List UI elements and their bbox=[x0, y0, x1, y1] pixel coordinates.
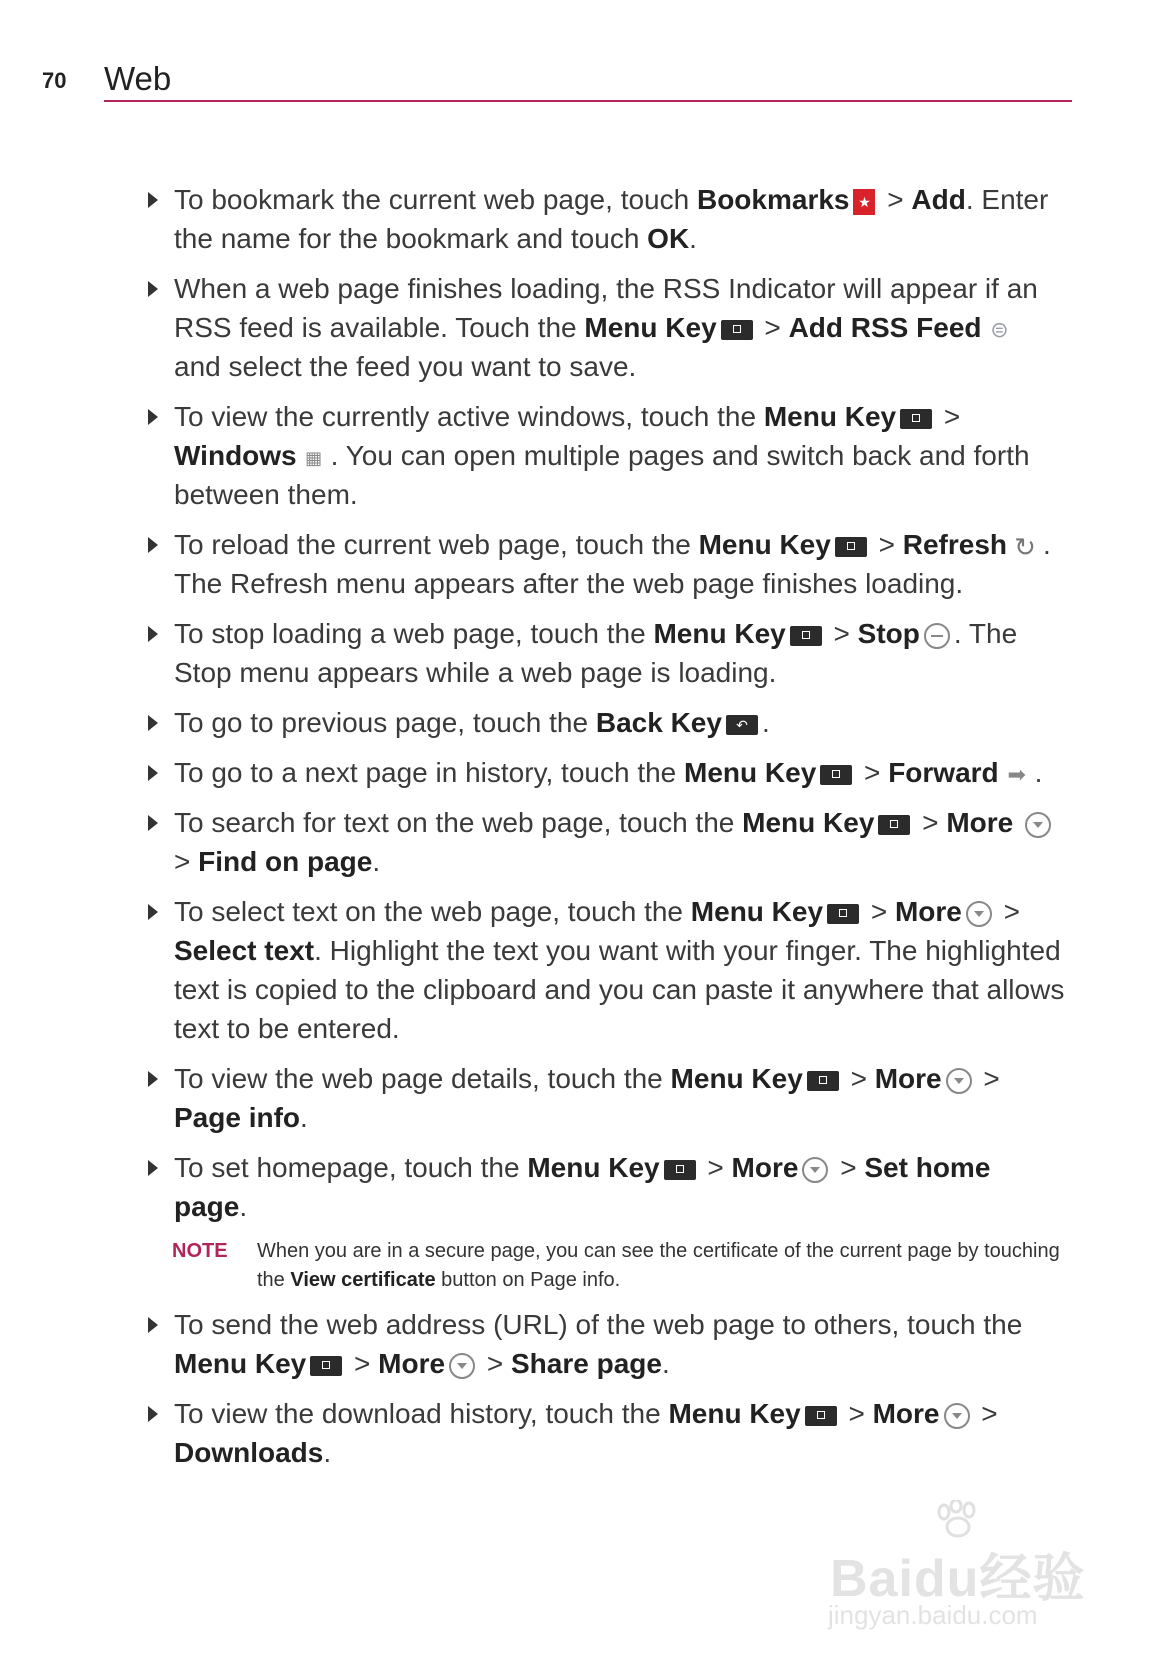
watermark-url: jingyan.baidu.com bbox=[828, 1600, 1038, 1630]
more-icon bbox=[944, 1403, 970, 1429]
bold-term: Find on page bbox=[198, 846, 373, 877]
text: > bbox=[914, 807, 947, 838]
text: To select text on the web page, touch the bbox=[174, 896, 691, 927]
menu-key-icon bbox=[664, 1160, 696, 1180]
text: . bbox=[661, 1348, 670, 1379]
bullet-arrow-icon bbox=[148, 1160, 158, 1176]
menu-key-icon bbox=[835, 537, 867, 557]
bookmark-icon: ★ bbox=[853, 189, 875, 215]
menu-key-icon bbox=[878, 815, 910, 835]
text: . bbox=[323, 1437, 332, 1468]
text: > bbox=[174, 846, 199, 877]
text: To view the download history, touch the bbox=[174, 1398, 669, 1429]
bullet-arrow-icon bbox=[148, 409, 158, 425]
bold-term: More bbox=[894, 896, 962, 927]
forward-arrow-icon: ➡ bbox=[1007, 761, 1026, 787]
more-icon bbox=[1025, 812, 1051, 838]
text: and select the feed you want to save. bbox=[174, 351, 637, 382]
bullet-refresh bbox=[148, 525, 1068, 603]
refresh-icon: ↻ bbox=[1014, 531, 1036, 562]
bullet-arrow-icon bbox=[148, 1406, 158, 1422]
bold-term: Windows bbox=[174, 440, 297, 471]
text: To go to a next page in history, touch the bbox=[174, 757, 685, 788]
text: When a web page finishes loading, the RSS Indicator will appear if an RSS feed is available. Touch the bbox=[174, 273, 1038, 343]
more-icon bbox=[946, 1068, 972, 1094]
bullet-arrow-icon bbox=[148, 765, 158, 781]
bold-term: More bbox=[874, 1063, 942, 1094]
text: To send the web address (URL) of the web page to others, touch the bbox=[174, 1309, 1023, 1340]
more-icon bbox=[802, 1157, 828, 1183]
text: . The Stop menu appears while a web page is loading. bbox=[174, 618, 1018, 688]
bold-term: Menu Key bbox=[527, 1152, 660, 1183]
bullet-share-page bbox=[148, 1305, 1068, 1383]
bold-term: Page info bbox=[174, 1102, 301, 1133]
text: . Highlight the text you want with your finger. The highlighted text is copied to the clipboard and you can paste it anywhere that allows text to be entered. bbox=[174, 935, 1065, 1044]
baidu-watermark bbox=[820, 1500, 1120, 1630]
bold-term: More bbox=[872, 1398, 940, 1429]
menu-key-icon bbox=[820, 765, 852, 785]
menu-key-icon bbox=[721, 320, 753, 340]
text: . You can open multiple pages and switch back and forth between them. bbox=[174, 440, 1030, 510]
page-number: 70 bbox=[42, 68, 67, 93]
bold-term: Menu Key bbox=[690, 896, 824, 927]
text: > bbox=[995, 896, 1021, 927]
bold-term: Menu Key bbox=[742, 807, 875, 838]
rss-feed-icon: ⊜ bbox=[990, 316, 1009, 342]
watermark-logo-text: Baidu经验 bbox=[830, 1550, 1086, 1608]
text: To set homepage, touch the bbox=[174, 1152, 528, 1183]
text: . The Refresh menu appears after the web page finishes loading. bbox=[174, 529, 1051, 599]
text: To reload the current web page, touch the bbox=[174, 529, 699, 560]
text: . bbox=[761, 707, 770, 738]
text: > bbox=[756, 312, 789, 343]
bold-term: Bookmarks bbox=[696, 184, 850, 215]
bold-term: Share page bbox=[511, 1348, 662, 1379]
note-label: NOTE bbox=[172, 1240, 228, 1262]
menu-key-icon bbox=[310, 1356, 342, 1376]
text: > bbox=[936, 401, 961, 432]
bold-term: Menu Key bbox=[584, 312, 717, 343]
bullet-bookmark bbox=[148, 180, 1068, 258]
text: > bbox=[825, 618, 858, 649]
text: > bbox=[870, 529, 903, 560]
bullet-stop bbox=[148, 614, 1068, 692]
text: > bbox=[863, 896, 895, 927]
header-rule bbox=[104, 100, 1072, 102]
page-header bbox=[42, 58, 1072, 102]
text: > bbox=[975, 1063, 1000, 1094]
line-break bbox=[1013, 807, 1021, 838]
bullet-find-on-page bbox=[148, 803, 1068, 881]
menu-key-icon bbox=[900, 409, 932, 429]
section-title: Web bbox=[104, 60, 172, 97]
bullet-select-text bbox=[148, 892, 1068, 1048]
bullet-arrow-icon bbox=[148, 815, 158, 831]
text: > bbox=[840, 1398, 873, 1429]
text: To search for text on the web page, touch the bbox=[174, 807, 743, 838]
more-icon bbox=[966, 901, 992, 927]
bold-term: Menu Key bbox=[670, 1063, 803, 1094]
bullet-forward bbox=[148, 753, 1068, 792]
stop-icon bbox=[924, 623, 950, 649]
text: . bbox=[300, 1102, 308, 1133]
bullet-arrow-icon bbox=[148, 626, 158, 642]
text: To bookmark the current web page, touch bbox=[174, 184, 697, 215]
bold-term: Downloads bbox=[174, 1437, 324, 1468]
text: . bbox=[1034, 757, 1043, 788]
back-key-icon: ↶ bbox=[726, 715, 758, 735]
bold-term: Add RSS Feed bbox=[788, 312, 982, 343]
bullet-page-info bbox=[148, 1059, 1068, 1137]
bullet-downloads bbox=[148, 1394, 1068, 1472]
menu-key-icon bbox=[827, 904, 859, 924]
bullet-set-home-page bbox=[148, 1148, 1068, 1226]
bold-term: Menu Key bbox=[653, 618, 786, 649]
text: > bbox=[699, 1152, 732, 1183]
bold-term: OK bbox=[647, 223, 690, 254]
paw-logo-icon bbox=[936, 1500, 980, 1538]
bold-term: More bbox=[731, 1152, 799, 1183]
bullet-arrow-icon bbox=[148, 281, 158, 297]
text: To view the web page details, touch the bbox=[174, 1063, 671, 1094]
bullet-arrow-icon bbox=[148, 1317, 158, 1333]
windows-icon: ▦ bbox=[305, 447, 323, 468]
bold-term: Select text bbox=[174, 935, 315, 966]
text: > bbox=[832, 1152, 865, 1183]
bold-term: Refresh bbox=[902, 529, 1007, 560]
bold-term: Back Key bbox=[595, 707, 722, 738]
text: > bbox=[842, 1063, 875, 1094]
bold-term: Menu Key bbox=[174, 1348, 307, 1379]
bullet-arrow-icon bbox=[148, 1071, 158, 1087]
bullet-arrow-icon bbox=[148, 715, 158, 731]
bold-term: Stop bbox=[857, 618, 920, 649]
note-text: button on Page info. bbox=[435, 1269, 621, 1291]
menu-key-icon bbox=[790, 626, 822, 646]
bold-term: Set home page bbox=[174, 1152, 991, 1222]
text: > bbox=[973, 1398, 998, 1429]
bold-term: Menu Key bbox=[763, 401, 897, 432]
note bbox=[172, 1237, 1068, 1295]
bold-term: Add bbox=[911, 184, 966, 215]
text: > bbox=[479, 1348, 511, 1379]
bold-term: View certificate bbox=[290, 1269, 436, 1291]
bold-term: More bbox=[946, 807, 1014, 838]
text: > bbox=[879, 184, 912, 215]
more-icon bbox=[449, 1353, 475, 1379]
bullet-arrow-icon bbox=[148, 904, 158, 920]
note-text: When you are in a secure page, you can see the certificate of the current page by touching the bbox=[257, 1240, 1060, 1291]
menu-key-icon bbox=[805, 1406, 837, 1426]
text: . bbox=[372, 846, 381, 877]
text: > bbox=[346, 1348, 379, 1379]
bold-term: Forward bbox=[888, 757, 999, 788]
bullet-arrow-icon bbox=[148, 192, 158, 208]
bullet-arrow-icon bbox=[148, 537, 158, 553]
bold-term: More bbox=[378, 1348, 446, 1379]
text: > bbox=[856, 757, 889, 788]
bullet-windows bbox=[148, 397, 1068, 514]
text: . Enter the name for the bookmark and touch bbox=[174, 184, 1049, 254]
content bbox=[148, 180, 1068, 1483]
text: To view the currently active windows, touch the bbox=[174, 401, 764, 432]
bullet-rss bbox=[148, 269, 1068, 386]
bold-term: Menu Key bbox=[684, 757, 817, 788]
bold-term: Menu Key bbox=[698, 529, 831, 560]
text: . bbox=[689, 223, 697, 254]
bullet-back bbox=[148, 703, 1068, 742]
menu-key-icon bbox=[807, 1071, 839, 1091]
bold-term: Menu Key bbox=[668, 1398, 801, 1429]
text: To go to previous page, touch the bbox=[174, 707, 596, 738]
text: To stop loading a web page, touch the bbox=[174, 618, 654, 649]
text: . bbox=[239, 1191, 248, 1222]
